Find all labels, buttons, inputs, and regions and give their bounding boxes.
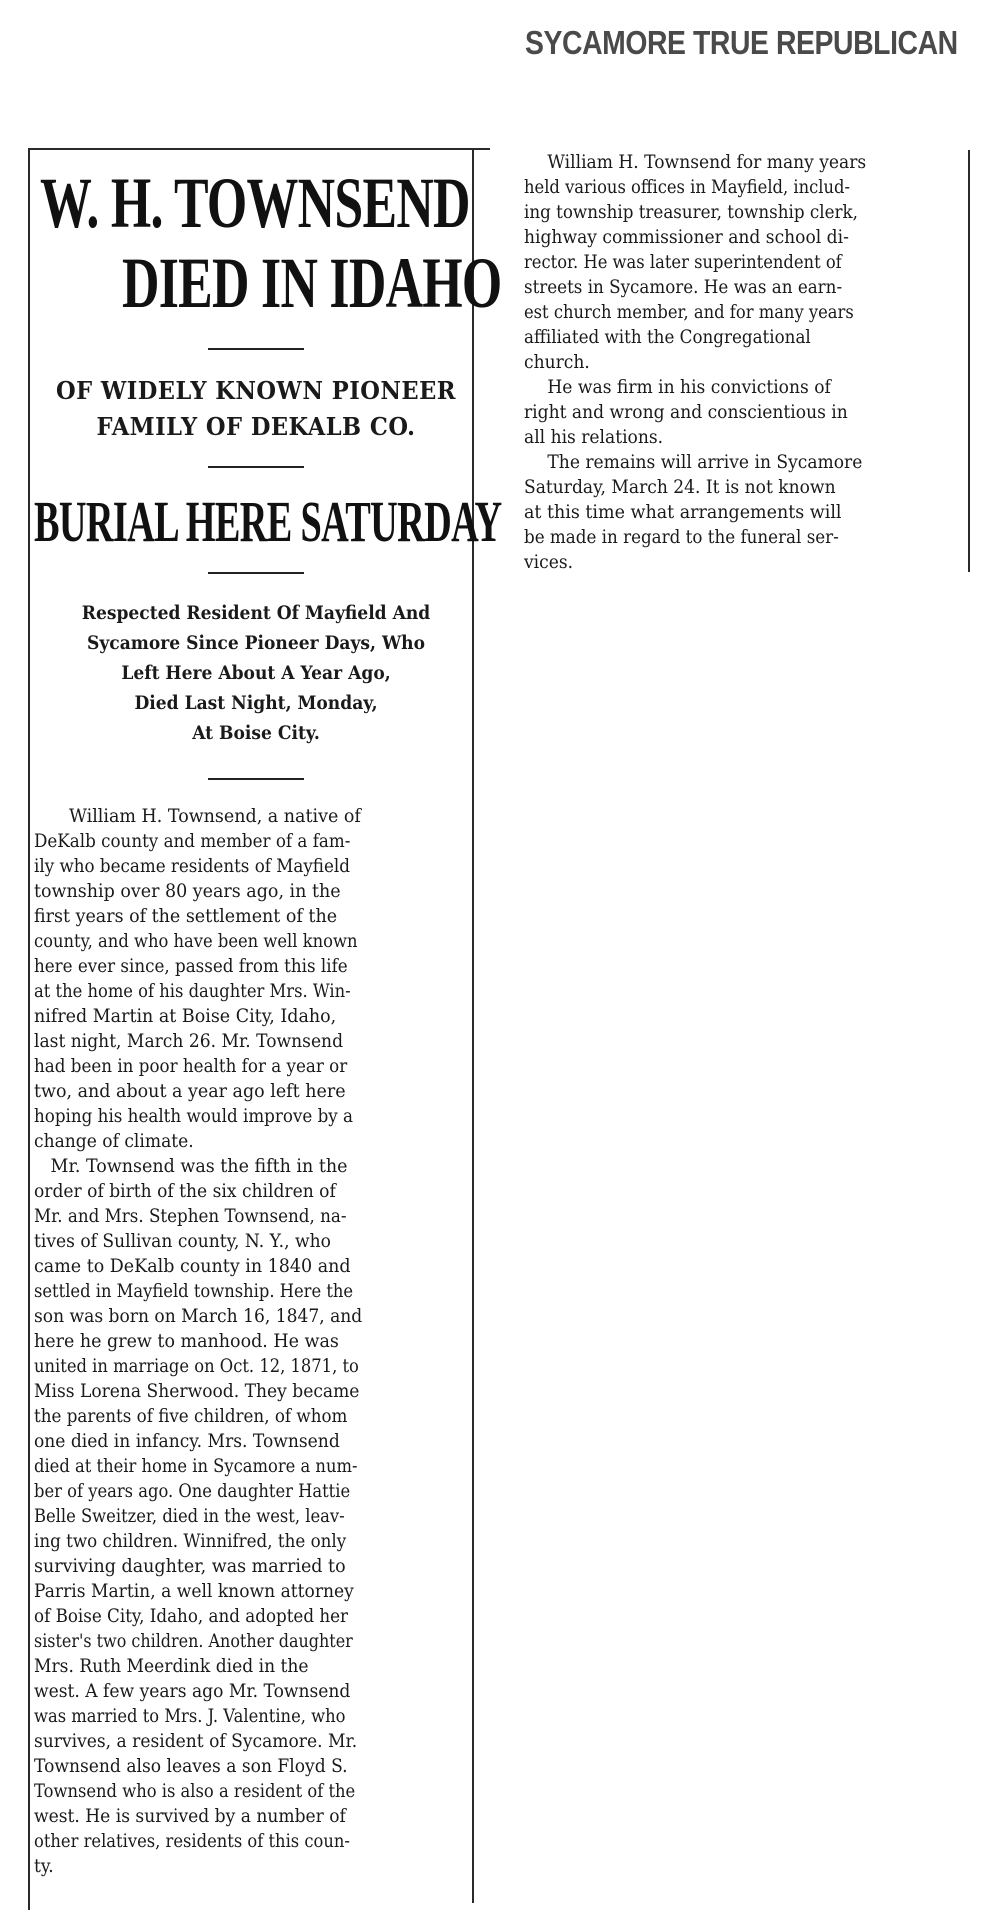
body-line: came to DeKalb county in 1840 and [34, 1255, 351, 1277]
deck-line: Left Here About A Year Ago, [121, 662, 391, 684]
body-line: Mrs. Ruth Meerdink died in the [34, 1655, 309, 1677]
body-line: other relatives, residents of this coun- [34, 1830, 350, 1852]
body-line: here he grew to manhood. He was [34, 1330, 339, 1352]
body-line: William H. Townsend, a native of [68, 805, 361, 827]
body-line: at the home of his daughter Mrs. Win- [34, 980, 351, 1002]
body-line: ing two children. Winnifred, the only [34, 1530, 347, 1552]
body-line: church. [524, 351, 590, 373]
body-line: est church member, and for many years [524, 301, 854, 323]
deck-line: Died Last Night, Monday, [134, 692, 378, 714]
body-line: held various offices in Mayfield, includ- [524, 176, 851, 198]
body-line: right and wrong and conscientious in [524, 401, 848, 423]
headline-line-1: W. H. TOWNSEND [40, 163, 470, 243]
banner-headline: BURIAL HERE SATURDAY [34, 489, 502, 554]
article-left-column [28, 150, 502, 1910]
body-line: be made in regard to the funeral ser- [524, 526, 839, 548]
body-line: was married to Mrs. J. Valentine, who [34, 1705, 346, 1727]
body-line: ing township treasurer, township clerk, [524, 201, 858, 223]
body-line: order of birth of the six children of [34, 1180, 336, 1202]
body-line: the parents of five children, of whom [34, 1405, 348, 1427]
body-line: first years of the settlement of the [34, 905, 338, 927]
body-line: streets in Sycamore. He was an earn- [524, 276, 843, 298]
subhead-line-2: FAMILY OF DEKALB CO. [96, 412, 416, 441]
deck-line: Respected Resident Of Mayfield And [81, 602, 431, 624]
body-line: vices. [524, 551, 574, 573]
deck-line: Sycamore Since Pioneer Days, Who [87, 632, 425, 654]
body-line: had been in poor health for a year or [34, 1055, 348, 1077]
newspaper-name-stamp: SYCAMORE TRUE REPUBLICAN [525, 24, 958, 61]
body-line: county, and who have been well known [34, 930, 358, 952]
divider [208, 778, 304, 780]
body-line: nifred Martin at Boise City, Idaho, [34, 1005, 337, 1027]
article-body-left [34, 804, 474, 1879]
body-line: settled in Mayfield township. Here the [34, 1280, 354, 1302]
body-line: hoping his health would improve by a [34, 1105, 354, 1127]
body-line: son was born on March 16, 1847, and [34, 1305, 363, 1327]
body-line: tives of Sullivan county, N. Y., who [34, 1230, 331, 1252]
body-line: west. He is survived by a number of [34, 1805, 346, 1827]
body-line: two, and about a year ago left here [34, 1080, 346, 1102]
divider [208, 466, 304, 468]
subhead-line-1: OF WIDELY KNOWN PIONEER [56, 376, 456, 405]
divider [208, 348, 304, 350]
body-line: Townsend who is also a resident of the [34, 1780, 356, 1802]
divider [208, 572, 304, 574]
body-line: west. A few years ago Mr. Townsend [34, 1680, 351, 1702]
body-line: sister's two children. Another daughter [34, 1630, 353, 1652]
headline-line-2: DIED IN IDAHO [122, 243, 502, 323]
body-line: Townsend also leaves a son Floyd S. [34, 1755, 348, 1777]
body-line: affiliated with the Congregational [524, 326, 811, 348]
body-line: Mr. Townsend was the fifth in the [50, 1155, 348, 1177]
body-line: all his relations. [524, 426, 664, 448]
body-line: Mr. and Mrs. Stephen Townsend, na- [34, 1205, 347, 1227]
body-line: of Boise City, Idaho, and adopted her [34, 1605, 349, 1627]
body-line: ily who became residents of Mayfield [34, 855, 350, 877]
body-line: Belle Sweitzer, died in the west, leav- [34, 1505, 345, 1527]
body-line: here ever since, passed from this life [34, 955, 348, 977]
body-line: Parris Martin, a well known attorney [34, 1580, 354, 1602]
body-line: one died in infancy. Mrs. Townsend [34, 1430, 340, 1452]
body-line: township over 80 years ago, in the [34, 880, 341, 902]
body-line: The remains will arrive in Sycamore [547, 451, 863, 473]
body-line: He was firm in his convictions of [547, 376, 831, 398]
body-line: change of climate. [34, 1130, 194, 1152]
body-line: ty. [34, 1855, 54, 1877]
deck-line: At Boise City. [192, 722, 320, 744]
body-line: Miss Lorena Sherwood. They became [34, 1380, 360, 1402]
body-line: united in marriage on Oct. 12, 1871, to [34, 1355, 359, 1377]
body-line: rector. He was later superintendent of [524, 251, 842, 273]
body-line: William H. Townsend for many years [547, 151, 867, 173]
body-line: highway commissioner and school di- [524, 226, 849, 248]
body-line: DeKalb county and member of a fam- [34, 830, 351, 852]
body-line: ber of years ago. One daughter Hattie [34, 1480, 351, 1502]
article-body-right [524, 150, 964, 575]
body-line: at this time what arrangements will [524, 501, 842, 523]
body-line: survives, a resident of Sycamore. Mr. [34, 1730, 358, 1752]
right-column-rule [968, 150, 970, 572]
body-line: surviving daughter, was married to [34, 1555, 346, 1577]
body-line: died at their home in Sycamore a num- [34, 1455, 358, 1477]
body-line: last night, March 26. Mr. Townsend [34, 1030, 344, 1052]
body-line: Saturday, March 24. It is not known [524, 476, 836, 498]
